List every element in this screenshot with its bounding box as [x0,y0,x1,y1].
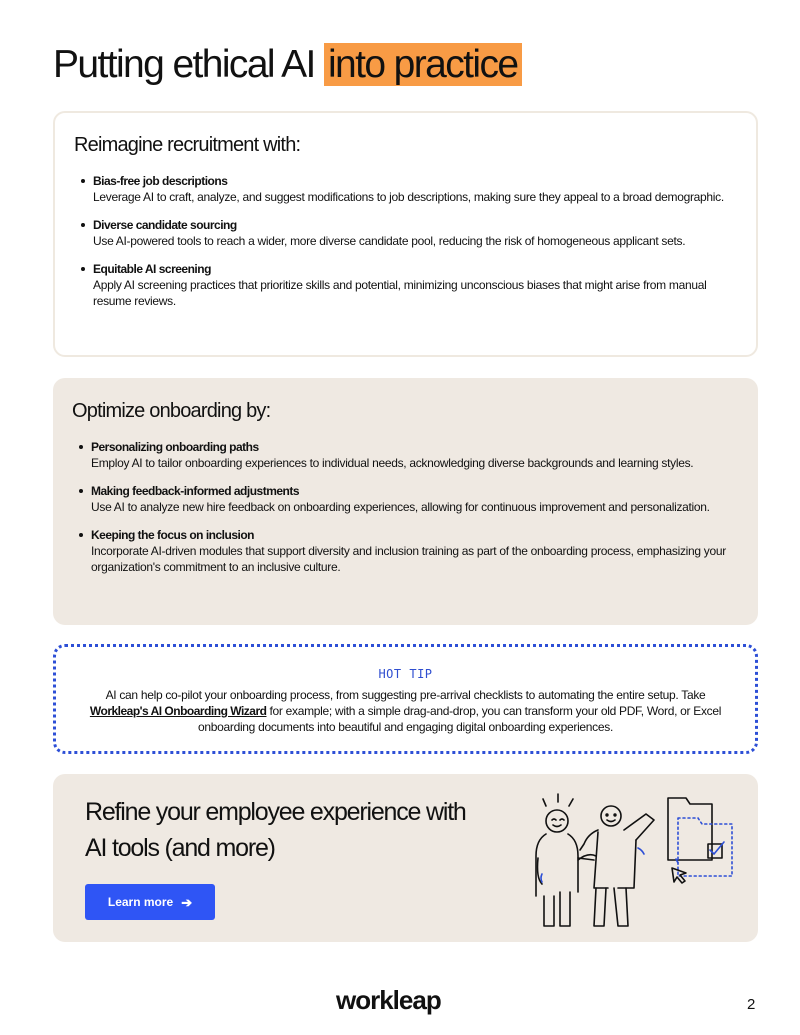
recruitment-list [79,173,729,321]
hot-tip-text [76,687,735,735]
recruitment-heading: Reimagine recruitment with: [74,134,301,156]
list-item-title: Keeping the focus on inclusion [91,528,255,542]
onboarding-heading: Optimize onboarding by: [72,400,271,422]
page-number: 2 [747,996,756,1013]
recruitment-card [53,111,758,357]
list-item [77,483,727,515]
list-item-body: Use AI to analyze new hire feedback on onboarding experiences, allowing for continuous improvement and personalization. [91,500,710,514]
hot-tip-box [53,644,758,754]
learn-more-button[interactable] [85,884,215,920]
onboarding-wizard-link[interactable]: Workleap's AI Onboarding Wizard [89,704,267,718]
list-item-title: Equitable AI screening [93,262,211,276]
list-item [77,439,727,471]
list-item-title: Bias-free job descriptions [93,174,228,188]
list-item-body: Employ AI to tailor onboarding experiences to individual needs, acknowledging diverse backgrounds and learning styles. [91,456,694,470]
page-title-highlight: into practice [324,43,522,86]
list-item [79,217,729,249]
page-title [53,40,522,90]
onboarding-card [53,378,758,625]
list-item-title: Diverse candidate sourcing [93,218,237,232]
list-item-body: Apply AI screening practices that prioritize skills and potential, minimizing unconscious biases that might arise from manual resume reviews. [93,278,707,308]
list-item-body: Use AI-powered tools to reach a wider, more diverse candidate pool, reducing the risk of homogeneous applicant sets. [93,234,686,248]
page-title-prefix: Putting ethical AI [53,43,324,86]
hot-tip-label: HOT TIP [378,667,433,681]
list-item [79,173,729,205]
cta-heading: Refine your employee experience with AI tools (and more) [85,798,466,862]
hot-tip-text-before: AI can help co-pilot your onboarding process, from suggesting pre-arrival checklists to automating the entire setup. Take [105,688,706,702]
people-folder-illustration-icon [478,788,738,936]
list-item-body: Leverage AI to craft, analyze, and suggest modifications to job descriptions, making sure they appeal to a broad demographic. [93,190,724,204]
workleap-logo: workleap [336,985,441,1015]
onboarding-list [77,439,727,587]
list-item [79,261,729,309]
hot-tip-text-after: for example; with a simple drag-and-drop, you can transform your old PDF, Word, or Excel onboarding documents into beautiful and engaging digital onboarding experiences. [198,704,722,734]
list-item-title: Making feedback-informed adjustments [91,484,300,498]
list-item-title: Personalizing onboarding paths [91,440,259,454]
learn-more-label: Learn more [107,895,174,909]
arrow-right-icon: ➔ [181,894,193,910]
cta-card [53,774,758,942]
list-item-body: Incorporate AI-driven modules that support diversity and inclusion training as part of the onboarding process, emphasizing your organization's commitment to an inclusive culture. [91,544,726,574]
list-item [77,527,727,575]
